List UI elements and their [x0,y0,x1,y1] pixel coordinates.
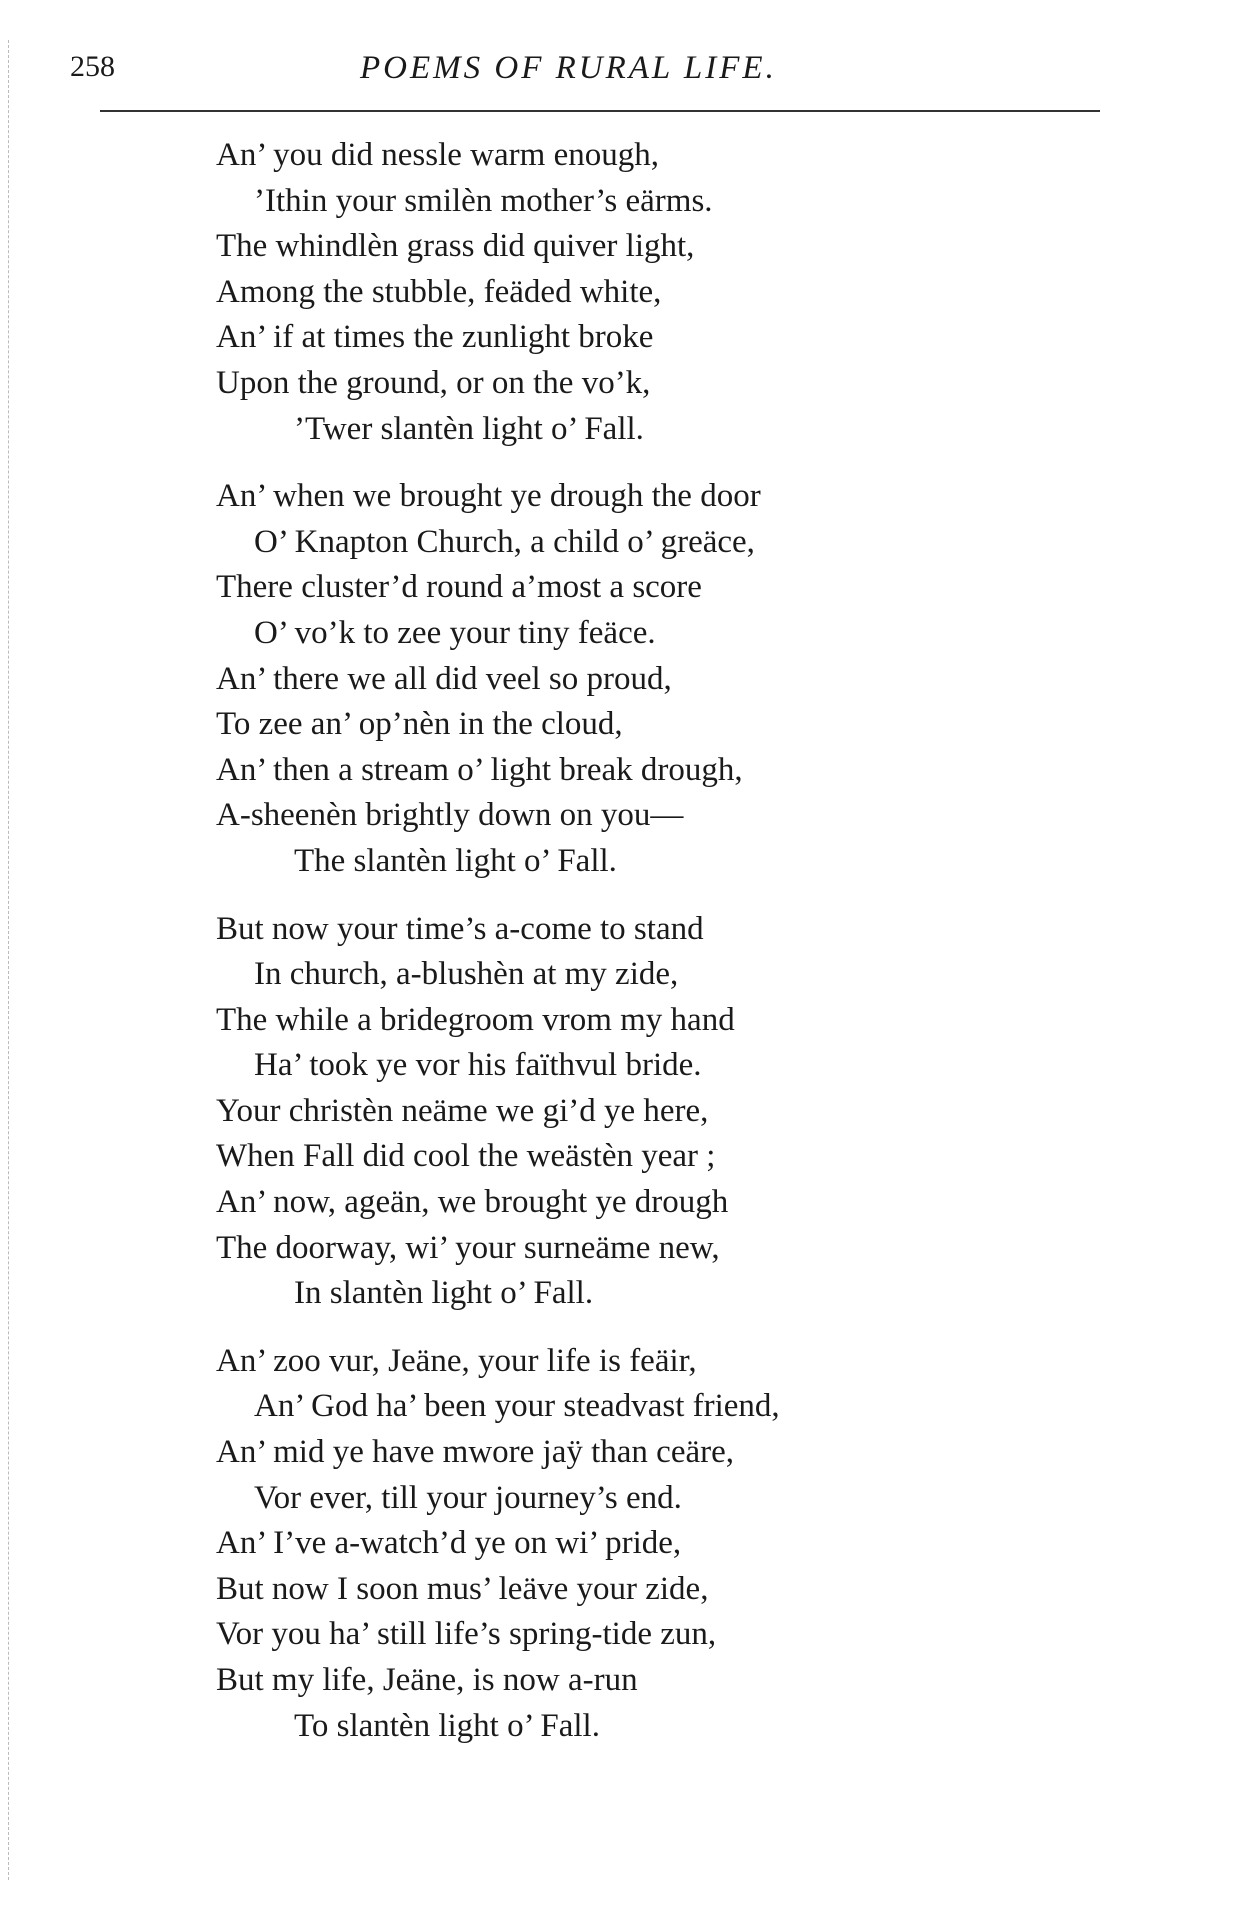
poem-line: To zee an’ op’nèn in the cloud, [216,706,623,743]
poem-line: An’ God ha’ been your steadvast friend, [254,1388,780,1425]
poem-line: An’ then a stream o’ light break drough, [216,751,743,788]
header-rule [100,110,1100,112]
page-number: 258 [70,50,115,83]
poem-line: But my life, Jeäne, is now a-run [216,1662,638,1698]
poem-line: O’ vo’k to zee your tiny feäce. [254,614,656,651]
poem-line: An’ there we all did veel so proud, [216,660,672,697]
poem-line: An’ zoo vur, Jeäne, your life is feäir, [216,1342,697,1379]
refrain-line: In slantèn light o’ Fall. [294,1275,594,1312]
refrain-line: ’Twer slantèn light o’ Fall. [294,410,644,447]
poem-line: When Fall did cool the weästèn year ; [216,1138,716,1175]
poem-line: Vor ever, till your journey’s end. [254,1479,682,1516]
poem-line: O’ Knapton Church, a child o’ greäce, [254,523,755,560]
stanza [216,1339,1116,1749]
stanza [216,133,1116,452]
poem-line: The while a bridegroom vrom my hand [216,1001,735,1038]
poem-line: Vor you ha’ still life’s spring-tide zun, [216,1616,717,1653]
poem-line: In church, a-blushèn at my zide, [254,956,679,993]
poem-line: The doorway, wi’ your surneäme new, [216,1229,720,1266]
poem-line: The whindlèn grass did quiver light, [216,228,695,265]
poem-line: Your christèn neäme we gi’d ye here, [216,1092,709,1129]
poem-line: An’ if at times the zunlight broke [216,319,654,356]
poem-body [216,133,1116,1771]
poem-line: Upon the ground, or on the vo’k, [216,364,651,401]
poem-line: But now your time’s a-come to stand [216,910,704,947]
poem-line: Among the stubble, feäded white, [216,273,662,310]
poem-line: ’Ithin your smilèn mother’s eärms. [254,182,713,219]
poem-line: An’ I’ve a-watch’d ye on wi’ pride, [216,1525,682,1562]
poem-line: An’ when we brought ye drough the door [216,478,761,515]
gutter-edge [8,40,9,1880]
poem-line: An’ mid ye have mwore jaÿ than ceäre, [216,1434,734,1471]
running-title: POEMS OF RURAL LIFE. [360,50,777,86]
poem-line: Ha’ took ye vor his faïthvul bride. [254,1047,702,1084]
poem-line: There cluster’d round a’most a score [216,569,702,606]
refrain-line: The slantèn light o’ Fall. [294,842,617,879]
stanza [216,474,1116,884]
poem-line: But now I soon mus’ leäve your zide, [216,1570,709,1607]
poem-line: An’ now, ageän, we brought ye drough [216,1184,729,1221]
refrain-line: To slantèn light o’ Fall. [294,1707,600,1744]
stanza [216,907,1116,1317]
poem-line: An’ you did nessle warm enough, [216,137,659,173]
poem-line: A-sheenèn brightly down on you— [216,797,684,834]
